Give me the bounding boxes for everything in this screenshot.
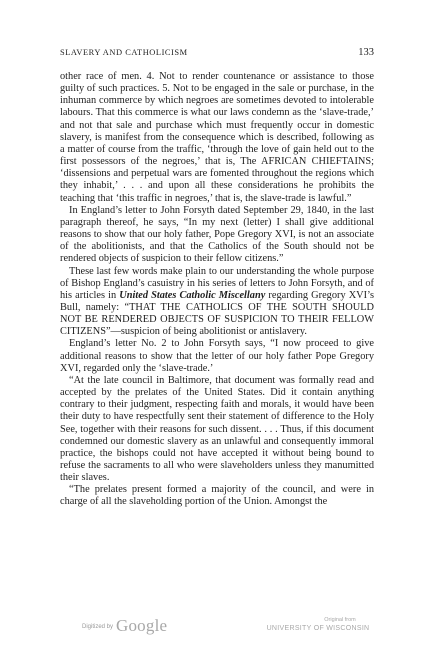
- paragraph-casuistry: [60, 266, 374, 339]
- paragraph-continuation: other race of men. 4. Not to render countenance or assistance to those guilty of such practices. 5. Not to be engaged in the sale or purchase, in the inhuman commerce by which negroes are sometimes devoted to intolerable labours. That this commerce is what our laws condemn as the ‘slave-trade,’ and not that sale and purchase which must frequently occur in domestic slavery, is manifest from the consequence which is described, following as a matter of course from the traffic, ‘through the love of gain held out to the first possessors of the negroes,’ that is, The AFRICAN CHIEFTAINS; ‘dissensions and perpetual wars are fomented throughout the regions which they inhabit,’ . . . and upon all these considerations he prohibits the teaching that ‘this traffic in negroes,’ that is, the slave-trade is lawful.”: [60, 71, 374, 204]
- institution-name: UNIVERSITY OF WISCONSIN: [266, 625, 370, 632]
- body-text: [60, 71, 374, 509]
- digitized-by-label: Digitized by: [82, 624, 114, 630]
- digitization-footer: [0, 618, 432, 642]
- running-head: [60, 48, 374, 62]
- original-from-label: Original from: [324, 617, 356, 623]
- running-title: SLAVERY AND CATHOLICISM: [60, 48, 188, 57]
- paragraph-forsyth-letter: In England’s letter to John Forsyth dated September 29, 1840, in the last paragraph thereof, he says, “In my next (letter) I shall give additional reasons to show that our holy father, Pope Gregory XVI, is not an associate of the abolitionists, and that the Catholics of the South should not be rendered objects of suspicion to their fellow citizens.”: [60, 204, 374, 265]
- paragraph-casuistry-lead: These last few words make plain to our understanding the whole purpose of Bishop England’s casuistry in his series of letters to John Forsyth, and of his articles in: [60, 265, 374, 301]
- page-number: 133: [358, 47, 374, 58]
- google-logo: Google: [116, 616, 168, 635]
- paragraph-baltimore-council: “At the late council in Baltimore, that document was formally read and accepted by the prelates of the United States. Did it contain anything contrary to their judgment, respecting faith and morals, it would have been their duty to have respectfully sent their statement of difference to the Holy See, together with their reasons for such dissent. . . . Thus, if this document condemned our domestic slavery as an unlawful and consequently immoral practice, the bishops could not have accepted it without being bound to refuse the sacraments to all who were slaveholders unless they manumitted their slaves.: [60, 374, 374, 484]
- periodical-title: United States Catholic Miscellany: [119, 289, 266, 301]
- paragraph-letter-no-2: England’s letter No. 2 to John Forsyth says, “I now proceed to give additional reasons to show that the letter of our holy father Pope Gregory XVI, regarded only the ‘slave-trade.’: [60, 338, 374, 374]
- paragraph-prelates: “The prelates present formed a majority of the council, and were in charge of all the slaveholding portion of the Union. Amongst the: [60, 484, 374, 508]
- paragraph-casuistry-tail: regarding Gregory XVI’s Bull, namely: “THAT THE CATHOLICS OF THE SOUTH SHOULD NOT BE RENDERED OBJECTS OF SUSPICION TO THEIR FELLOW CITIZENS”—suspicion of being abolitionist or antislavery.: [60, 289, 374, 338]
